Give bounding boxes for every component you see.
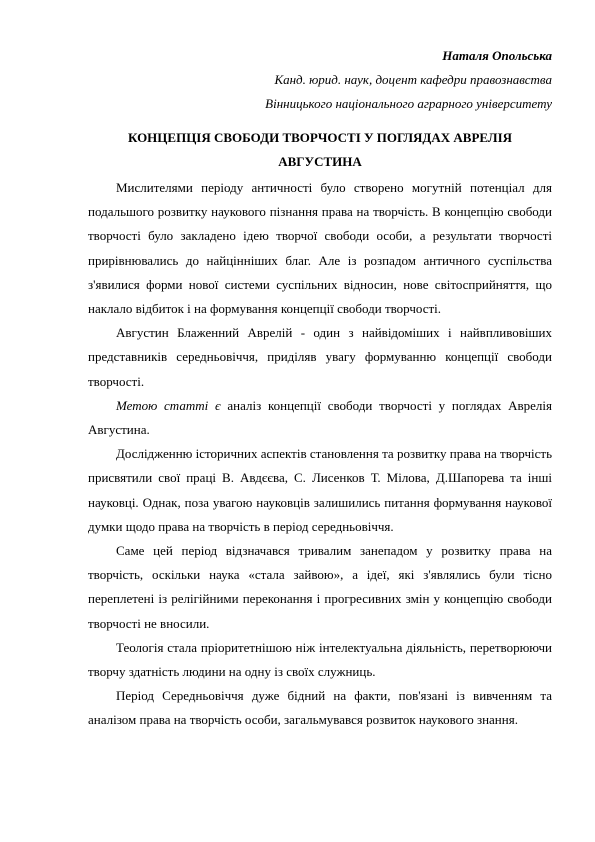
author-name: Наталя Опольська (442, 48, 552, 63)
article-title-line-2: АВГУСТИНА (278, 154, 362, 169)
paragraph-3 (88, 394, 552, 442)
article-title (88, 126, 552, 174)
paragraph-1: Мислителями періоду античності було створено могутній потенціал для подальшого розвитку наукового пізнання права на творчість. В концепцію свободи творчості було закладено ідею творчої свободи особи, а результати творчості прирівнювались до найцінніших благ. Але із розпадом античного суспільства з'явилися форми нової системи суспільних відносин, нове світосприйняття, що наклало відбиток і на формування концепції свободи творчості. (88, 180, 552, 317)
paragraph-4: Дослідженню історичних аспектів становлення та розвитку права на творчість присвятили свої праці В. Авдєєва, С. Лисенков Т. Мілова, Д.Шапорева та інші науковці. Однак, поза увагою науковців залишились питання формування наукової думки щодо права на творчість в період середньовіччя. (88, 446, 552, 534)
paragraph-5: Саме цей період відзначався тривалим занепадом у розвитку права на творчість, оскільки наука «стала зайвою», а ідеї, які з'являлись були тісно переплетені із релігійними переконання і прогресивних змін у концепцію свободи творчості не вносили. (88, 543, 552, 631)
author-affiliation-line-2: Вінницького національного аграрного університету (265, 96, 552, 111)
paragraph-7: Період Середньовіччя дуже бідний на факти, пов'язані із вивченням та аналізом права на творчість особи, загальмувався розвиток наукового знання. (88, 688, 552, 728)
paragraph-3-lead: Метою статті є (116, 397, 221, 413)
paragraph-6: Теологія стала пріоритетнішою ніж інтелектуальна діяльність, перетворюючи творчу здатність людини на одну із своїх служниць. (88, 639, 552, 680)
author-block (88, 44, 552, 116)
paragraph-2: Августин Блаженний Аврелій - один з найвідоміших і найвпливовіших представників середньовіччя, приділяв увагу формуванню концепції свободи творчості. (88, 325, 552, 389)
paragraph-3-rest: аналіз концепції свободи творчості у поглядах Аврелія Августина. (88, 397, 553, 438)
article-body (88, 176, 552, 733)
author-affiliation-line-1: Канд. юрид. наук, доцент кафедри правознавства (274, 72, 552, 87)
article-title-line-1: КОНЦЕПЦІЯ СВОБОДИ ТВОРЧОСТІ У ПОГЛЯДАХ АВРЕЛІЯ (127, 130, 513, 145)
